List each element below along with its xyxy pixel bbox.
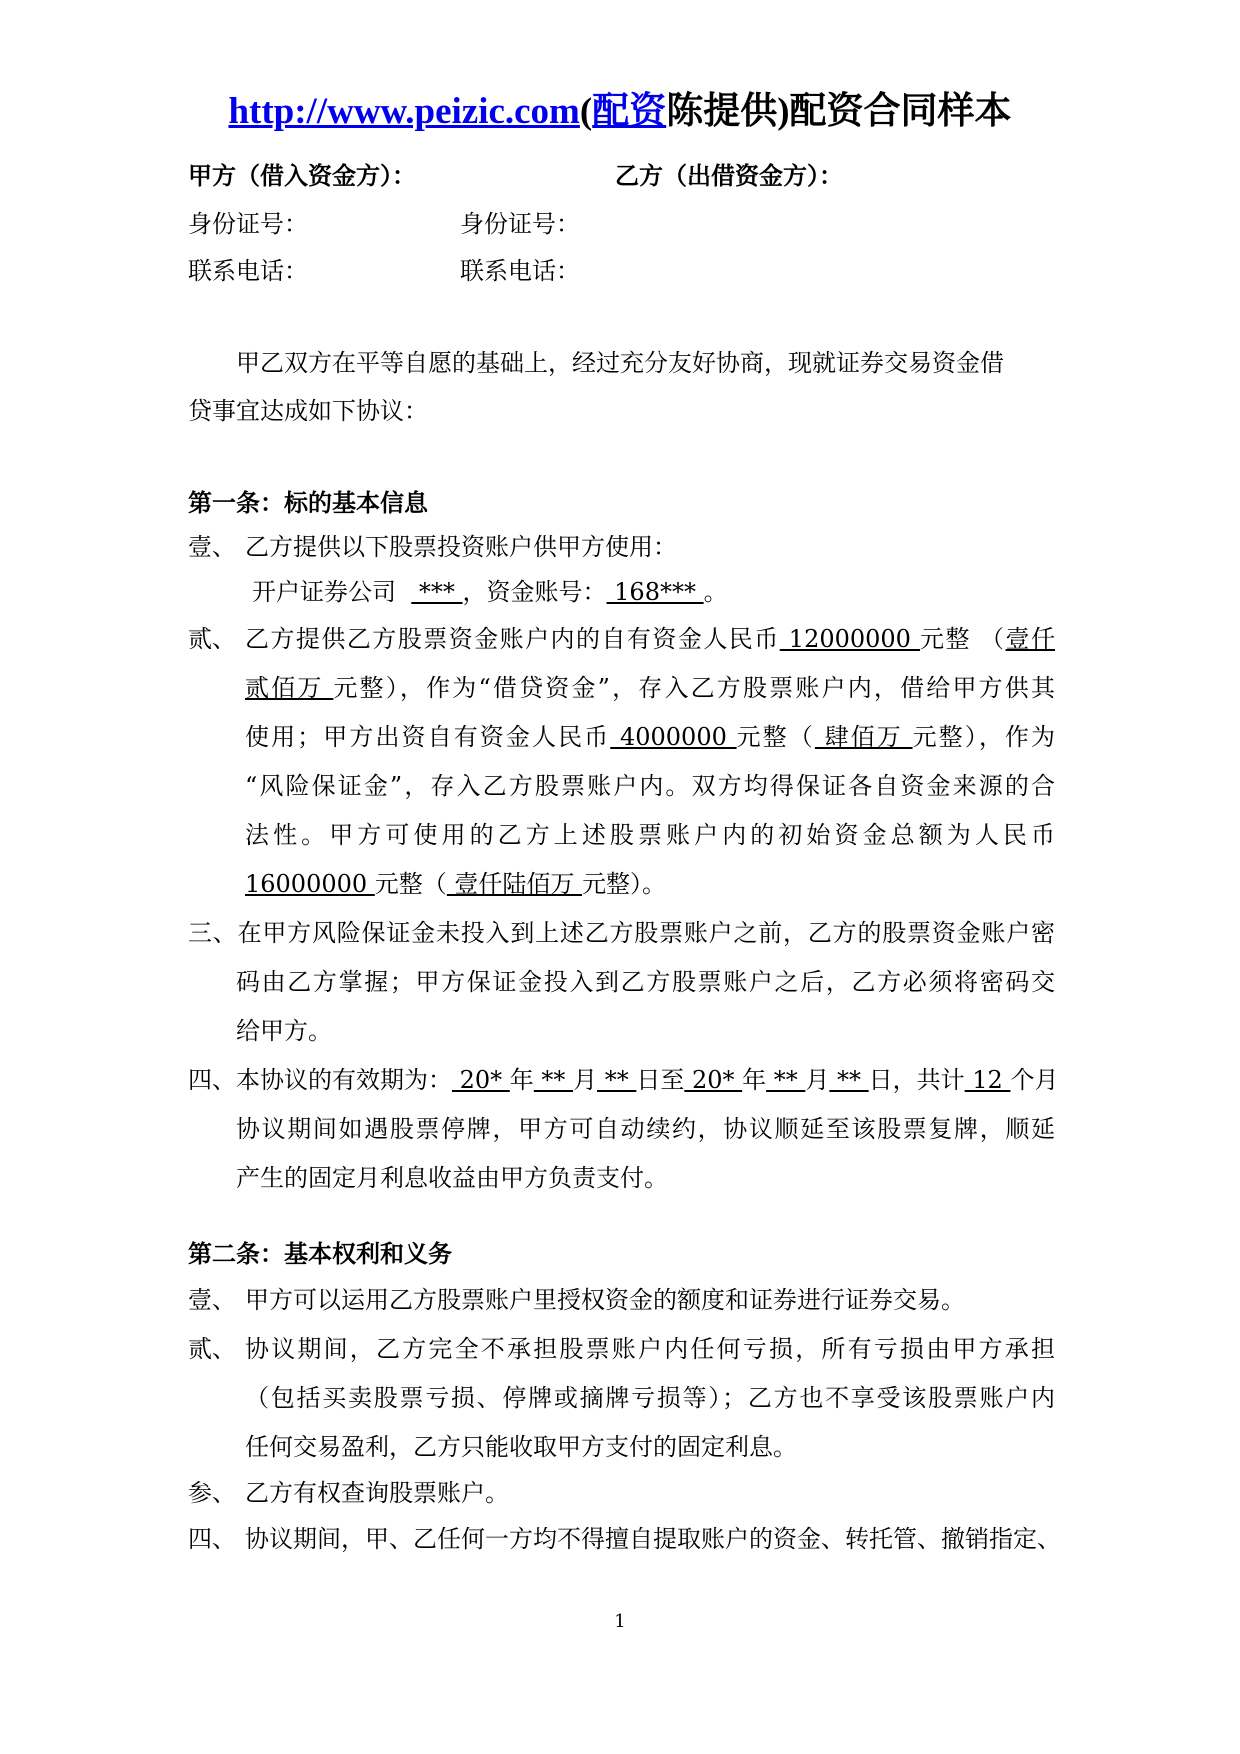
total-text-c: 元整）。 — [582, 870, 667, 898]
a1-item3-line-3: 给甲方。 — [236, 1017, 332, 1045]
margin-text-b: 元整（ — [736, 723, 815, 751]
party-b-phone-label: 联系电话： — [460, 257, 580, 285]
party-a-phone-label: 联系电话： — [188, 257, 308, 285]
article-2-heading: 第二条：基本权利和义务 — [188, 1239, 452, 1268]
year-label: 年 — [509, 1066, 534, 1094]
account-value: 168*** — [606, 578, 704, 606]
party-b-label: 乙方（出借资金方）： — [615, 161, 843, 190]
a1-item3-line-1: 三、在甲方风险保证金未投入到上述乙方股票账户之前，乙方的股票资金账户密 — [188, 919, 1055, 947]
a1-item2-line-1 — [245, 624, 1055, 654]
month-label-2: 月 — [805, 1066, 830, 1094]
a2-item3-text: 乙方有权查询股票账户。 — [245, 1479, 509, 1507]
a2-item1-marker: 壹、 — [188, 1286, 236, 1314]
total-amount: 16000000 — [245, 870, 375, 898]
a2-item3-marker: 参、 — [188, 1479, 236, 1507]
broker-value: *** — [411, 578, 463, 606]
a2-item2-line-3: 任何交易盈利，乙方只能收取甲方支付的固定利息。 — [245, 1433, 797, 1461]
title-open-paren: ( — [579, 91, 593, 132]
party-a-id-label: 身份证号： — [188, 210, 308, 238]
month-label: 月 — [573, 1066, 598, 1094]
peizi-link[interactable]: 配资 — [592, 91, 667, 132]
margin-amount: 4000000 — [610, 723, 737, 751]
a2-item2-line-1: 协议期间，乙方完全不承担股票账户内任何亏损，所有亏损由甲方承担 — [245, 1335, 1055, 1363]
a2-item2-line-2: （包括买卖股票亏损、停牌或摘牌亏损等）；乙方也不享受该股票账户内 — [245, 1384, 1055, 1412]
a1-item3-line-2: 码由乙方掌握；甲方保证金投入到乙方股票账户之后，乙方必须将密码交 — [236, 968, 1055, 996]
loan-amount: 12000000 — [779, 625, 921, 653]
total-text-b: 元整（ — [374, 870, 447, 898]
a1-item2-line-3 — [245, 722, 1055, 752]
margin-text-a: 使用；甲方出资自有资金人民币 — [245, 723, 611, 751]
broker-label: 开户证券公司 — [252, 578, 396, 606]
party-a-label: 甲方（借入资金方）： — [188, 161, 416, 190]
year-label-2: 年 — [742, 1066, 767, 1094]
end-year: 20* — [684, 1066, 743, 1094]
term-text: 四、本协议的有效期为： — [188, 1066, 452, 1094]
margin-text-c: 元整），作为 — [912, 723, 1056, 751]
start-month: ** — [533, 1066, 574, 1094]
a1-item4-line-1 — [188, 1065, 1059, 1095]
a2-item4-text: 协议期间，甲、乙任何一方均不得擅自提取账户的资金、转托管、撤销指定、 — [245, 1525, 1061, 1553]
months-unit: 个月 — [1010, 1066, 1059, 1094]
loan-text-c: 元整），作为“借贷资金”，存入乙方股票账户内，借给甲方供其 — [333, 674, 1055, 702]
intro-line-1: 甲乙双方在平等自愿的基础上，经过充分友好协商，现就证券交易资金借 — [236, 349, 1004, 377]
a2-item2-marker: 贰、 — [188, 1335, 236, 1363]
start-year: 20* — [452, 1066, 510, 1094]
site-url-link[interactable]: http://www.peizic.com — [228, 91, 580, 132]
loan-amount-cn-b: 贰佰万 — [245, 674, 334, 702]
sub-end: 。 — [703, 578, 728, 606]
start-day: ** — [597, 1066, 637, 1094]
loan-text-a: 乙方提供乙方股票资金账户内的自有资金人民币 — [245, 625, 780, 653]
margin-amount-cn: 肆佰万 — [814, 723, 913, 751]
day-to-label: 日至 — [636, 1066, 685, 1094]
title-rest: 陈提供)配资合同样本 — [666, 91, 1012, 132]
loan-text-b: 元整 （ — [920, 625, 1006, 653]
intro-line-2: 贷事宜达成如下协议： — [188, 397, 428, 425]
a2-item4-marker: 四、 — [188, 1525, 236, 1553]
a1-item2-line-4: “风险保证金”，存入乙方股票账户内。双方均得保证各自资金来源的合 — [245, 772, 1055, 800]
a2-item1-text: 甲方可以运用乙方股票账户里授权资金的额度和证券进行证券交易。 — [245, 1286, 965, 1314]
total-term-label: 日，共计 — [868, 1066, 965, 1094]
a1-item1-marker: 壹、 — [188, 533, 236, 561]
a1-item2-marker: 贰、 — [188, 625, 236, 653]
total-amount-cn: 壹仟陆佰万 — [446, 870, 583, 898]
end-day: ** — [829, 1066, 869, 1094]
article-1-heading: 第一条：标的基本信息 — [188, 488, 428, 517]
term-months: 12 — [964, 1066, 1011, 1094]
a1-item4-line-2: 协议期间如遇股票停牌，甲方可自动续约，协议顺延至该股票复牌，顺延 — [236, 1115, 1055, 1143]
a1-item1-text: 乙方提供以下股票投资账户供甲方使用： — [245, 533, 677, 561]
loan-amount-cn-a: 壹仟 — [1005, 625, 1055, 653]
party-b-id-label: 身份证号： — [460, 210, 580, 238]
a1-item2-line-2 — [245, 673, 1055, 703]
a1-item2-line-6 — [245, 869, 666, 899]
end-month: ** — [766, 1066, 806, 1094]
page-title — [0, 88, 1240, 136]
page-number: 1 — [614, 1611, 626, 1632]
account-label: ，资金账号： — [462, 578, 607, 606]
a1-item1-subline — [252, 577, 728, 607]
a1-item2-line-5: 法性。甲方可使用的乙方上述股票账户内的初始资金总额为人民币 — [245, 821, 1055, 849]
a1-item4-line-3: 产生的固定月利息收益由甲方负责支付。 — [236, 1164, 668, 1192]
